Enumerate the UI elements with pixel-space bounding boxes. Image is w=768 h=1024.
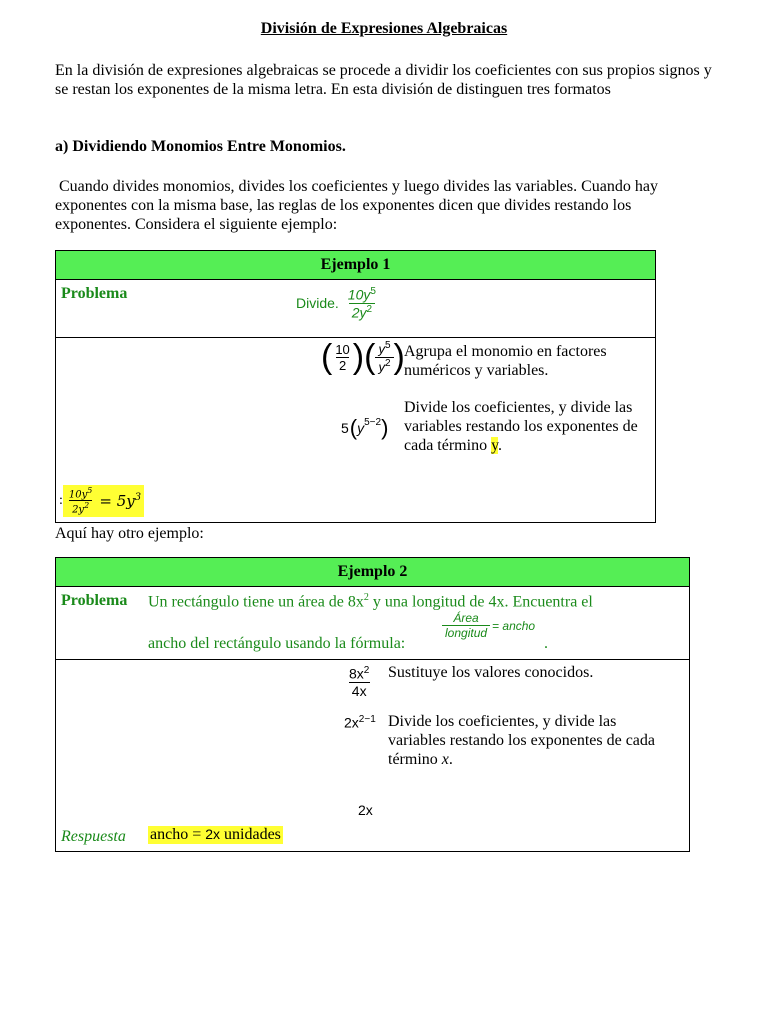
step1-den2: y bbox=[378, 358, 385, 374]
example-1-fraction bbox=[345, 286, 379, 320]
step1-numerator-exp: 2 bbox=[363, 665, 370, 676]
formula-denominator: longitud bbox=[442, 625, 490, 640]
example-2-answer-label: Respuesta bbox=[61, 828, 126, 845]
step1-den1: 2 bbox=[336, 357, 349, 373]
step2-highlight-var: y bbox=[491, 437, 499, 454]
section-a-paragraph: Cuando divides monomios, divides los coeficientes y luego divides las variables. Cuando hay exponentes con la misma base, las reglas de los exponentes dicen que divides restando los exponentes. Considera el siguiente ejemplo: bbox=[55, 178, 663, 233]
answer-highlight bbox=[63, 485, 144, 517]
step1-num2-exp: 5 bbox=[384, 340, 391, 352]
problem-exponent: 2 bbox=[363, 592, 369, 603]
example-1-step1-expression: ( $\frac{10}{2}$ ) ( $\frac{y^5}{y^2}$ ) bbox=[321, 338, 405, 376]
example-1-header: Ejemplo 1 bbox=[56, 251, 655, 280]
answer-numerator-exp: 5 bbox=[87, 486, 93, 495]
example-1-problem-row bbox=[56, 280, 655, 338]
example-2-formula-end: . bbox=[544, 635, 548, 652]
example-2-formula bbox=[442, 611, 535, 640]
problem-text-a: Un rectángulo tiene un área de 8x bbox=[148, 593, 364, 611]
example-2-answer bbox=[148, 826, 283, 844]
between-text: Aquí hay otro ejemplo: bbox=[55, 525, 204, 542]
divide-word: Divide. bbox=[296, 295, 339, 312]
step1-num2: y bbox=[378, 341, 385, 357]
frac-numerator-exp: 5 bbox=[370, 286, 376, 297]
page-title: División de Expresiones Algebraicas bbox=[260, 20, 508, 37]
problem-text-b: y una longitud de 4x. Encuentra el bbox=[368, 593, 593, 611]
example-2-box bbox=[55, 557, 690, 852]
intro-paragraph: En la división de expresiones algebraicas se procede a dividir los coeficientes con sus propios signos y se restan los exponentes de la misma letra. En esta división de distinguen tres formatos bbox=[55, 62, 712, 98]
step2-exponent: 5−2 bbox=[364, 416, 382, 428]
example-2-step3-expression: 2x bbox=[358, 802, 373, 818]
example-2-step1-expression bbox=[346, 665, 372, 699]
section-a-heading: a) Dividiendo Monomios Entre Monomios. bbox=[55, 138, 346, 155]
answer-result: = 5y bbox=[99, 491, 135, 510]
formula-numerator: Área bbox=[453, 611, 479, 625]
step1-denominator: 4x bbox=[349, 682, 370, 699]
step2-variable: y bbox=[357, 420, 365, 436]
step2-text-end: . bbox=[498, 437, 503, 454]
formula-equals: = ancho bbox=[492, 618, 536, 633]
answer-denominator-exp: 2 bbox=[84, 501, 90, 511]
example-2-step2-text bbox=[388, 712, 678, 769]
answer-text-b: unidades bbox=[220, 826, 281, 843]
example-2-step1-text: Sustituye los valores conocidos. bbox=[388, 664, 594, 681]
example-2-problem-row bbox=[56, 587, 689, 660]
example-2-header: Ejemplo 2 bbox=[56, 558, 689, 587]
frac-denominator: 2y bbox=[351, 304, 367, 321]
step1-num1: 10 bbox=[335, 341, 350, 357]
example-2-problem-line1 bbox=[148, 592, 593, 611]
example-1-step2-expression: 5 ( y $^{5-2}$ ) bbox=[341, 415, 389, 440]
example-1-problem-expression bbox=[296, 286, 379, 320]
step2-exponent: 2−1 bbox=[358, 714, 376, 725]
example-1-box bbox=[55, 250, 656, 523]
answer-prefix: : bbox=[59, 492, 63, 508]
step1-numerator: 8x bbox=[349, 665, 364, 682]
answer-text-a: ancho = bbox=[150, 826, 206, 843]
example-1-answer bbox=[59, 485, 144, 517]
answer-result-exp: 3 bbox=[134, 491, 142, 503]
example-1-step2-text bbox=[404, 398, 649, 455]
answer-denominator: 2y bbox=[72, 504, 85, 516]
example-2-problem-line2: ancho del rectángulo usando la fórmula: bbox=[148, 635, 406, 652]
example-2-problem-label: Problema bbox=[61, 592, 128, 609]
example-1-problem-label: Problema bbox=[61, 285, 128, 302]
example-2-step2-expression bbox=[344, 714, 376, 731]
step2-var: x bbox=[441, 751, 449, 768]
step2-expression: 2x bbox=[344, 714, 359, 731]
frac-numerator: 10y bbox=[347, 286, 371, 303]
step2-text: Divide los coeficientes, y divide las variables restando los exponentes de cada término bbox=[388, 713, 656, 768]
step2-text: Divide los coeficientes, y divide las variables restando los exponentes de cada término bbox=[404, 399, 638, 454]
step1-den2-exp: 2 bbox=[384, 357, 391, 369]
frac-denominator-exp: 2 bbox=[366, 303, 373, 315]
example-1-step1-text: Agrupa el monomio en factores numéricos y variables. bbox=[404, 343, 607, 379]
answer-expression: 2x bbox=[205, 826, 221, 842]
step2-coefficient: 5 bbox=[341, 420, 349, 436]
answer-numerator: 10y bbox=[68, 489, 88, 501]
step2-text-end: . bbox=[448, 751, 453, 768]
